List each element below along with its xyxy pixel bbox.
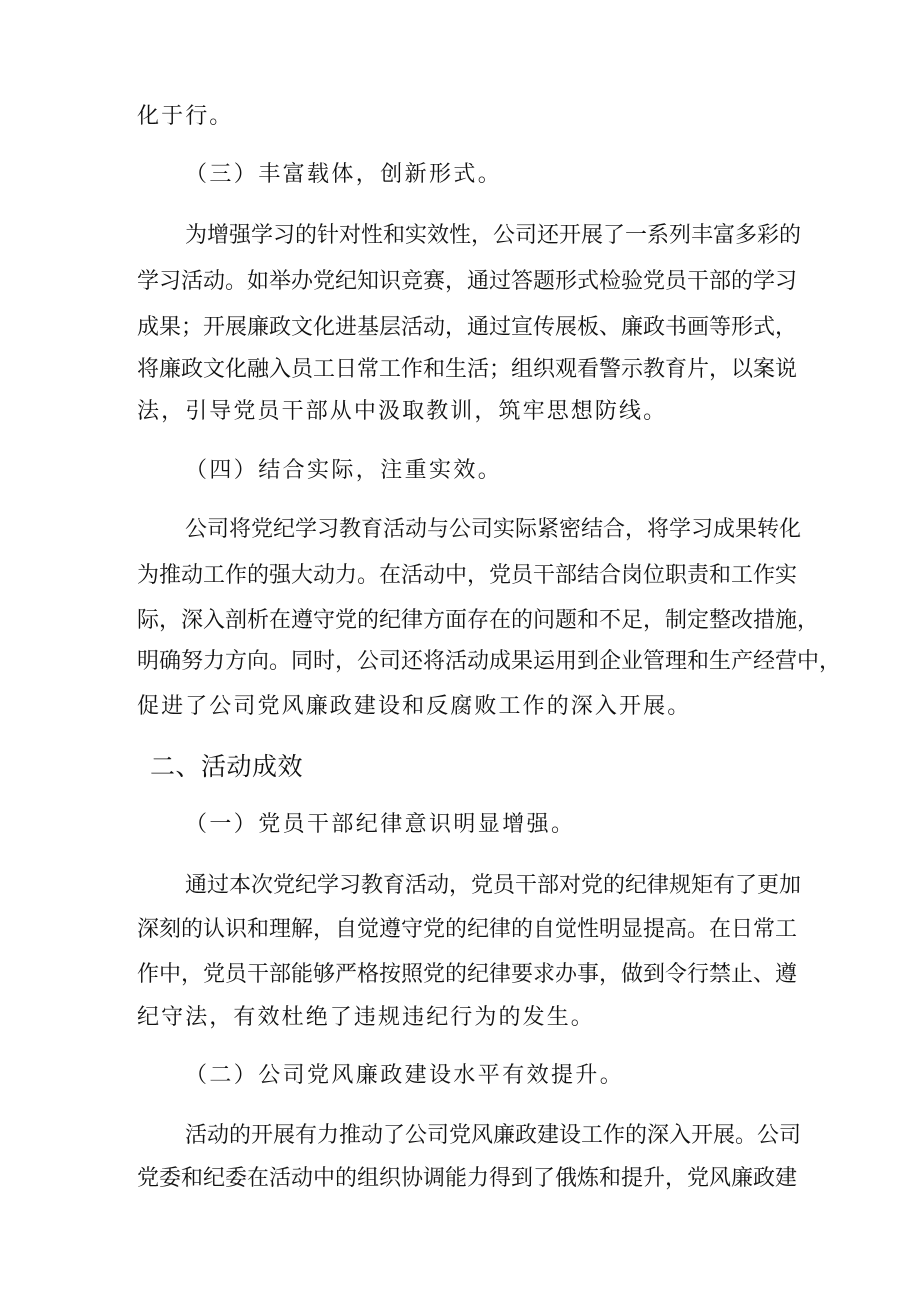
paragraph-line: 深刻的认识和理解，自觉遵守党的纪律的自觉性明显提高。在日常工 — [137, 917, 798, 942]
paragraph-line: 法，引导党员干部从中汲取教训，筑牢思想防线。 — [137, 399, 668, 424]
section-heading: 二、活动成效 — [150, 752, 304, 781]
subsection-heading: （四）结合实际，注重实效。 — [185, 458, 503, 483]
paragraph-line: 作中，党员干部能够严格按照党的纪律要求办事，做到令行禁止、遵 — [137, 962, 798, 987]
paragraph-line: 明确努力方向。同时，公司还将活动成果运用到企业管理和生产经营中， — [137, 649, 842, 674]
subsection-heading: （三）丰富载体，创新形式。 — [185, 162, 503, 187]
paragraph-line: 通过本次党纪学习教育活动，党员干部对党的纪律规矩有了更加 — [185, 873, 802, 898]
paragraph-line: 为增强学习的针对性和实效性，公司还开展了一系列丰富多彩的 — [185, 223, 802, 248]
paragraph-line: 学习活动。如举办党纪知识竞赛，通过答题形式检验党员干部的学习 — [137, 269, 798, 294]
subsection-heading: （二）公司党风廉政建设水平有效提升。 — [185, 1063, 625, 1088]
paragraph-line: 党委和纪委在活动中的组织协调能力得到了俄炼和提升，党风廉政建 — [137, 1166, 798, 1191]
paragraph-line: 成果；开展廉政文化进基层活动，通过宣传展板、廉政书画等形式， — [137, 315, 798, 340]
paragraph-line: 化于行。 — [137, 104, 234, 129]
paragraph-line: 公司将党纪学习教育活动与公司实际紧密结合，将学习成果转化 — [185, 517, 802, 542]
subsection-heading: （一）党员干部纪律意识明显增强。 — [185, 812, 576, 837]
paragraph-line: 为推动工作的强大动力。在活动中，党员干部结合岗位职责和工作实 — [137, 563, 798, 588]
paragraph-line: 促进了公司党风廉政建设和反腐败工作的深入开展。 — [137, 694, 692, 719]
paragraph-line: 将廉政文化融入员工日常工作和生活；组织观看警示教育片，以案说 — [137, 357, 798, 382]
paragraph-line: 际，深入剖析在遵守党的纪律方面存在的问题和不足，制定整改措施， — [137, 608, 820, 633]
paragraph-line: 纪守法，有效杜绝了违规违纪行为的发生。 — [137, 1005, 595, 1030]
paragraph-line: 活动的开展有力推动了公司党风廉政建设工作的深入开展。公司 — [185, 1123, 802, 1148]
